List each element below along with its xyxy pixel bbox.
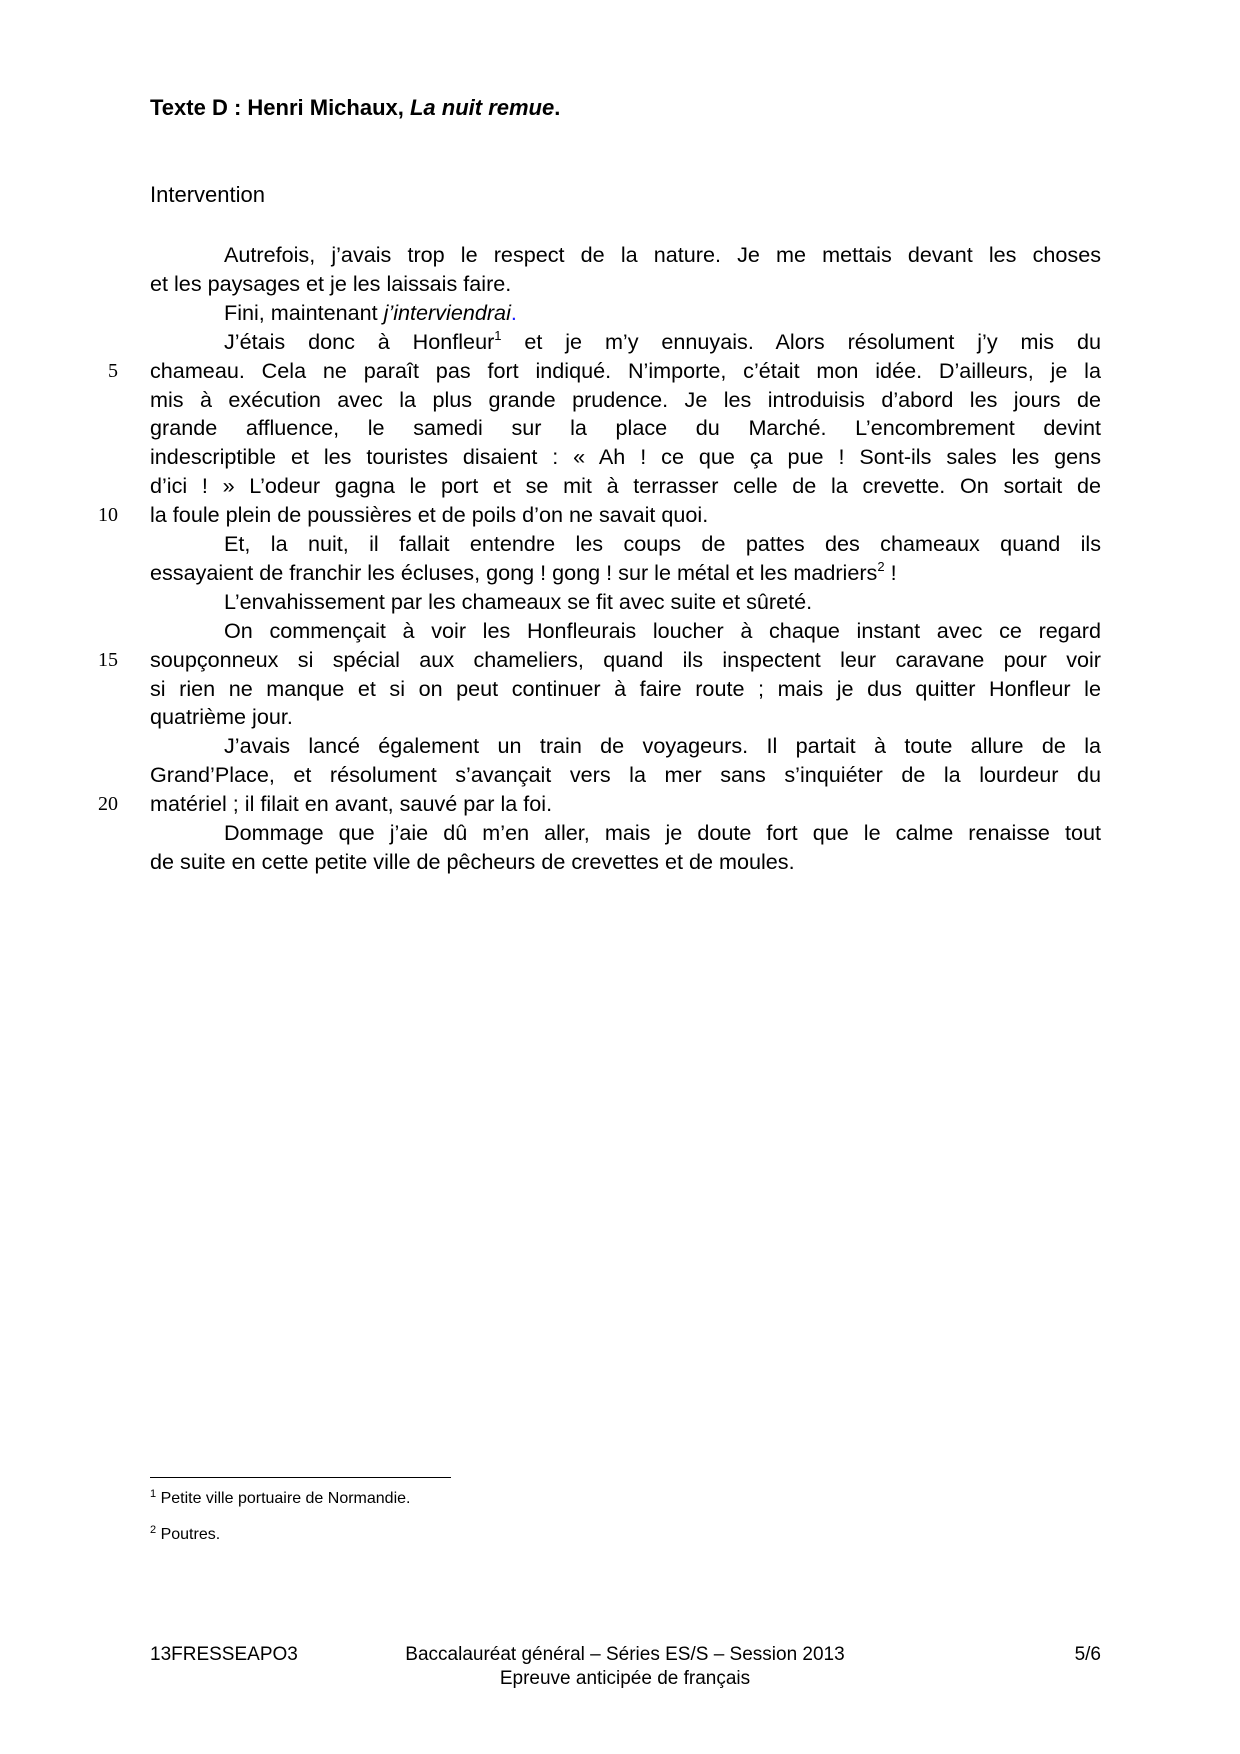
text-line: [150, 761, 1101, 789]
footnote-text: Poutres.: [156, 1526, 221, 1543]
text-line: [150, 443, 1101, 471]
footnote-mark: 1: [150, 1488, 157, 1500]
footnote-mark: 2: [150, 1524, 157, 1536]
text-line: [150, 646, 1101, 674]
text-segment: et je m’y ennuyais. Alors résolument j’y mis du: [501, 328, 1101, 354]
text-segment: si rien ne manque et si on peut continuer à faire route ; mais je dus quitter Honfleur le: [150, 675, 1101, 701]
text-segment: matériel ; il filait en avant, sauvé par la foi.: [150, 791, 553, 817]
text-segment: chameau. Cela ne paraît pas fort indiqué. N’importe, c’était mon idée. D’ailleurs, je la: [150, 357, 1101, 383]
text-line: [150, 819, 1101, 847]
footnote-reference: 2: [877, 558, 885, 574]
text-line: [150, 472, 1101, 500]
text-segment: j’interviendrai: [383, 299, 511, 325]
text-segment: Fini, maintenant: [224, 299, 384, 325]
footer-code: 13FRESSEAPO3: [150, 1644, 298, 1665]
text-segment: et les paysages et je les laissais faire.: [150, 270, 512, 296]
page-number: 5/6: [1074, 1644, 1101, 1665]
text-segment: On commençait à voir les Honfleurais loucher à chaque instant avec ce regard: [224, 617, 1101, 643]
line-number: 20: [98, 793, 118, 816]
line-number: 5: [108, 359, 118, 382]
text-line: [150, 675, 1101, 703]
text-line: [150, 703, 1101, 731]
text-segment: L’envahissement par les chameaux se fit avec suite et sûreté.: [224, 588, 813, 614]
text-line: [150, 357, 1101, 385]
text-line: [150, 732, 1101, 760]
footnote-divider: [150, 1477, 451, 1478]
text-segment: J’étais donc à Honfleur: [224, 328, 495, 354]
text-line: [150, 617, 1101, 645]
text-segment: soupçonneux si spécial aux chameliers, quand ils inspectent leur caravane pour voir: [150, 646, 1101, 672]
text-segment: indescriptible et les touristes disaient : « Ah ! ce que ça pue ! Sont-ils sales les gens: [150, 444, 1101, 470]
footnote-reference: 1: [494, 327, 502, 343]
text-segment: grande affluence, le samedi sur la place du Marché. L’encombrement devint: [150, 415, 1101, 441]
line-number: 10: [98, 504, 118, 527]
document-title: [150, 95, 560, 121]
text-segment: de suite en cette petite ville de pêcheurs de crevettes et de moules.: [150, 848, 795, 874]
text-line: [150, 241, 1101, 269]
text-segment: Grand’Place, et résolument s’avançait vers la mer sans s’inquiéter de la lourdeur du: [150, 762, 1101, 788]
text-segment: quatrième jour.: [150, 704, 293, 730]
text-segment: !: [884, 559, 897, 585]
text-line: [150, 501, 1101, 529]
title-work: La nuit remue: [409, 95, 555, 120]
title-author: Texte D : Henri Michaux,: [150, 95, 410, 120]
text-line: [150, 414, 1101, 442]
text-segment: Et, la nuit, il fallait entendre les coups de pattes des chameaux quand ils: [224, 531, 1101, 556]
footnote-text: Petite ville portuaire de Normandie.: [156, 1490, 411, 1507]
text-line: [150, 386, 1101, 414]
footer-subject: Epreuve anticipée de français: [499, 1668, 751, 1689]
footnote-2: [150, 1526, 220, 1544]
footer-exam: Baccalauréat général – Séries ES/S – Session 2013: [405, 1644, 845, 1665]
text-segment: essayaient de franchir les écluses, gong ! gong ! sur le métal et les madriers: [150, 559, 878, 585]
text-segment: mis à exécution avec la plus grande prudence. Je les introduisis d’abord les jours de: [150, 386, 1101, 412]
text-line: [150, 270, 1101, 298]
text-segment: Autrefois, j’avais trop le respect de la nature. Je me mettais devant les choses: [224, 242, 1101, 267]
text-segment: .: [510, 299, 517, 325]
text-segment: Dommage que j’aie dû m’en aller, mais je doute fort que le calme renaisse tout: [224, 820, 1101, 845]
text-segment: J’avais lancé également un train de voyageurs. Il partait à toute allure de la: [224, 733, 1101, 759]
poem-title: Intervention: [150, 182, 265, 207]
footnote-1: [150, 1490, 410, 1508]
text-line: [150, 530, 1101, 558]
line-number: 15: [98, 648, 118, 671]
text-segment: la foule plein de poussières et de poils d’on ne savait quoi.: [150, 502, 709, 528]
text-line: [150, 848, 1101, 876]
text-line: [150, 790, 1101, 818]
text-line: [150, 588, 1101, 616]
text-line: [150, 299, 1101, 327]
text-line: [150, 328, 1101, 356]
text-segment: d’ici ! » L’odeur gagna le port et se mit à terrasser celle de la crevette. On sortait de: [150, 473, 1101, 499]
text-line: [150, 559, 1101, 587]
title-period: .: [554, 95, 561, 120]
